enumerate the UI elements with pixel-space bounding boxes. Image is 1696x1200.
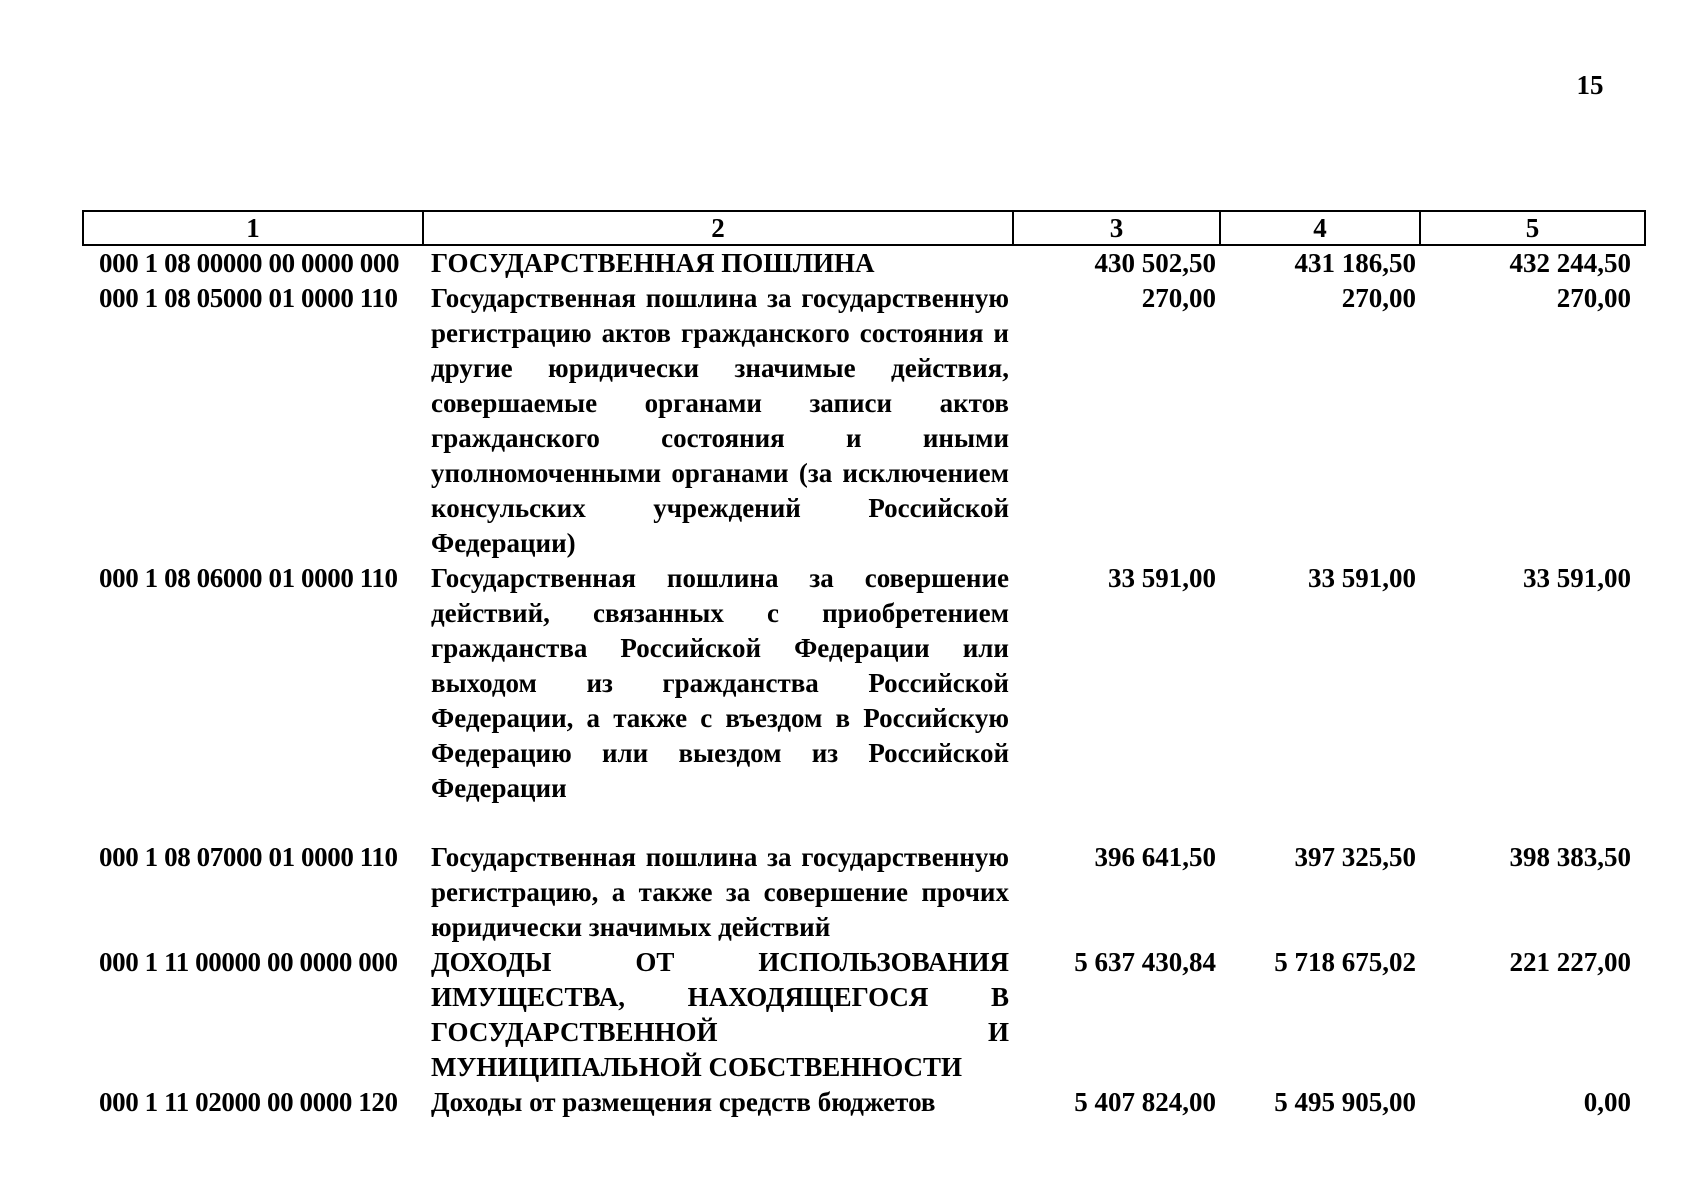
column-header-5: 5 [1420,211,1645,245]
row-name: ДОХОДЫ ОТ ИСПОЛЬЗОВАНИЯ ИМУЩЕСТВА, НАХОДЯЩЕГОСЯ В ГОСУДАРСТВЕННОЙ И МУНИЦИПАЛЬНОЙ СОБСТВЕННОСТИ [431,947,1009,1082]
row-code: 000 1 11 02000 00 0000 120 [99,1087,398,1117]
row-value-col5: 432 244,50 [1509,248,1631,278]
budget-table [82,210,1646,1120]
table-row [83,281,1645,561]
column-header-2: 2 [423,211,1013,245]
row-value-col3: 5 407 824,00 [1074,1087,1216,1117]
row-value-col5: 221 227,00 [1509,947,1631,977]
table-header-row [83,211,1645,245]
row-value-col4: 33 591,00 [1308,563,1416,593]
column-header-1: 1 [83,211,423,245]
row-code: 000 1 08 06000 01 0000 110 [99,563,398,593]
row-code: 000 1 08 00000 00 0000 000 [99,248,400,278]
row-value-col3: 5 637 430,84 [1074,947,1216,977]
row-value-col4: 431 186,50 [1294,248,1416,278]
table-row [83,945,1645,1085]
row-value-col4: 5 495 905,00 [1274,1087,1416,1117]
row-name: Государственная пошлина за совершение действий, связанных с приобретением гражданства Российской Федерации или выходом из гражданства Российской Федерации, а также с въездом в Российскую Федерацию или выездом из Российской Федерации [431,563,1009,803]
row-value-col5: 398 383,50 [1509,842,1631,872]
row-value-col5: 0,00 [1583,1087,1631,1117]
row-name: Доходы от размещения средств бюджетов [431,1087,936,1117]
table-row [83,561,1645,840]
row-code: 000 1 08 07000 01 0000 110 [99,842,398,872]
row-code: 000 1 11 00000 00 0000 000 [99,947,398,977]
row-name: Государственная пошлина за государственную регистрацию актов гражданского состояния и другие юридически значимые действия, совершаемые органами записи актов гражданского состояния и иными уполномоченными органами (за исключением консульских учреждений Российской Федерации) [431,283,1009,558]
row-value-col4: 5 718 675,02 [1274,947,1416,977]
page-number: 15 [1576,70,1604,100]
row-name: ГОСУДАРСТВЕННАЯ ПОШЛИНА [431,248,875,278]
row-value-col3: 270,00 [1141,283,1216,313]
table-row [83,840,1645,945]
table-row [83,1085,1645,1120]
row-value-col3: 396 641,50 [1094,842,1216,872]
row-value-col3: 33 591,00 [1108,563,1216,593]
row-value-col3: 430 502,50 [1094,248,1216,278]
row-code: 000 1 08 05000 01 0000 110 [99,283,398,313]
row-value-col5: 270,00 [1556,283,1631,313]
row-value-col5: 33 591,00 [1523,563,1631,593]
column-header-4: 4 [1220,211,1420,245]
table-row [83,245,1645,281]
row-name: Государственная пошлина за государственную регистрацию, а также за совершение прочих юридически значимых действий [431,842,1009,942]
row-value-col4: 397 325,50 [1294,842,1416,872]
row-value-col4: 270,00 [1341,283,1416,313]
column-header-3: 3 [1013,211,1220,245]
